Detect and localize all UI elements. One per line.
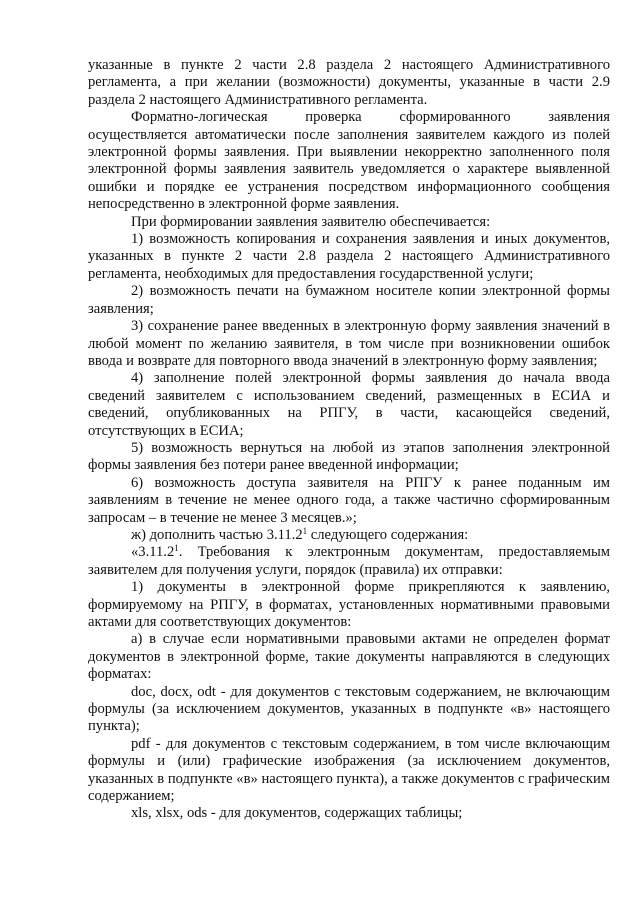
list-item-docs-attach: 1) документы в электронной форме прикрепляются к заявлению, формируемому на РПГУ, в форматах, установленных нормативными правовыми актами для соответствующих документов: <box>88 579 610 630</box>
list-item-2: 2) возможность печати на бумажном носителе копии электронной формы заявления; <box>88 283 610 317</box>
paragraph-continuation: указанные в пункте 2 части 2.8 раздела 2 настоящего Административного регламента, а при желании (возможности) документы, указанные в части 2.9 раздела 2 настоящего Административного регламента. <box>88 57 610 108</box>
list-item-4: 4) заполнение полей электронной формы заявления до начала ввода сведений заявителем с использованием сведений, размещенных в ЕСИА и сведений, опубликованных на РПГУ, в части, касающейся сведений, отсутствующих в ЕСИА; <box>88 370 610 439</box>
format-xls: xls, xlsx, ods - для документов, содержащих таблицы; <box>131 805 463 822</box>
section-number: «3.11.2 <box>131 544 175 561</box>
list-item-5: 5) возможность вернуться на любой из этапов заполнения электронной формы заявления без потери ранее введенной информации; <box>88 439 610 474</box>
paragraph-provisions-intro: При формировании заявления заявителю обеспечивается: <box>131 213 491 230</box>
superscript: 1 <box>302 525 308 536</box>
format-doc: doc, docx, odt - для документов с текстовым содержанием, не включающим формулы (за исключением документов, указанных в подпункте «в» настоящего пункта); <box>88 683 610 735</box>
document-page <box>88 57 610 823</box>
paragraph-format-check: Форматно-логическая проверка сформированного заявления осуществляется автоматически после заполнения заявителем каждого из полей электронной формы заявления. При выявлении некорректно заполненного поля электронной формы заявления заявитель уведомляется о характере выявленной ошибки и порядке ее устранения посредством информационного сообщения непосредственно в электронной форме заявления. <box>88 109 610 213</box>
superscript: 1 <box>174 543 179 554</box>
section-title: . Требования к электронным документам, предоставляемым заявителем для получения услуги, порядок (правила) их отправки: <box>88 544 610 578</box>
list-item-6: 6) возможность доступа заявителя на РПГУ к ранее поданным им заявлениям в течение не менее одного года, а также частично сформированным запросам – в течение не менее 3 месяцев.»; <box>88 474 610 526</box>
paragraph-amendment-zh <box>88 527 610 544</box>
amendment-zh-tail: следующего содержания: <box>307 526 469 543</box>
list-item-1: 1) возможность копирования и сохранения заявления и иных документов, указанных в пункте 2 части 2.8 раздела 2 настоящего Административного регламента, необходимых для предоставления государственной услуги; <box>88 231 610 282</box>
paragraph-section-heading <box>88 544 610 579</box>
list-item-a-formats: а) в случае если нормативными правовыми актами не определен формат документов в электронной форме, такие документы направляются в следующих форматах: <box>88 631 610 683</box>
amendment-zh-text: ж) дополнить частью 3.11.2 <box>131 526 303 543</box>
list-item-3: 3) сохранение ранее введенных в электронную форму заявления значений в любой момент по желанию заявителя, в том числе при возникновении ошибок ввода и возврате для повторного ввода значений в электронную форму заявления; <box>88 318 610 369</box>
format-pdf: pdf - для документов с текстовым содержанием, в том числе включающим формулы и (или) графические изображения (за исключением документов, указанных в подпункте «в» настоящего пункта), а также документов с графическим содержанием; <box>88 735 610 805</box>
